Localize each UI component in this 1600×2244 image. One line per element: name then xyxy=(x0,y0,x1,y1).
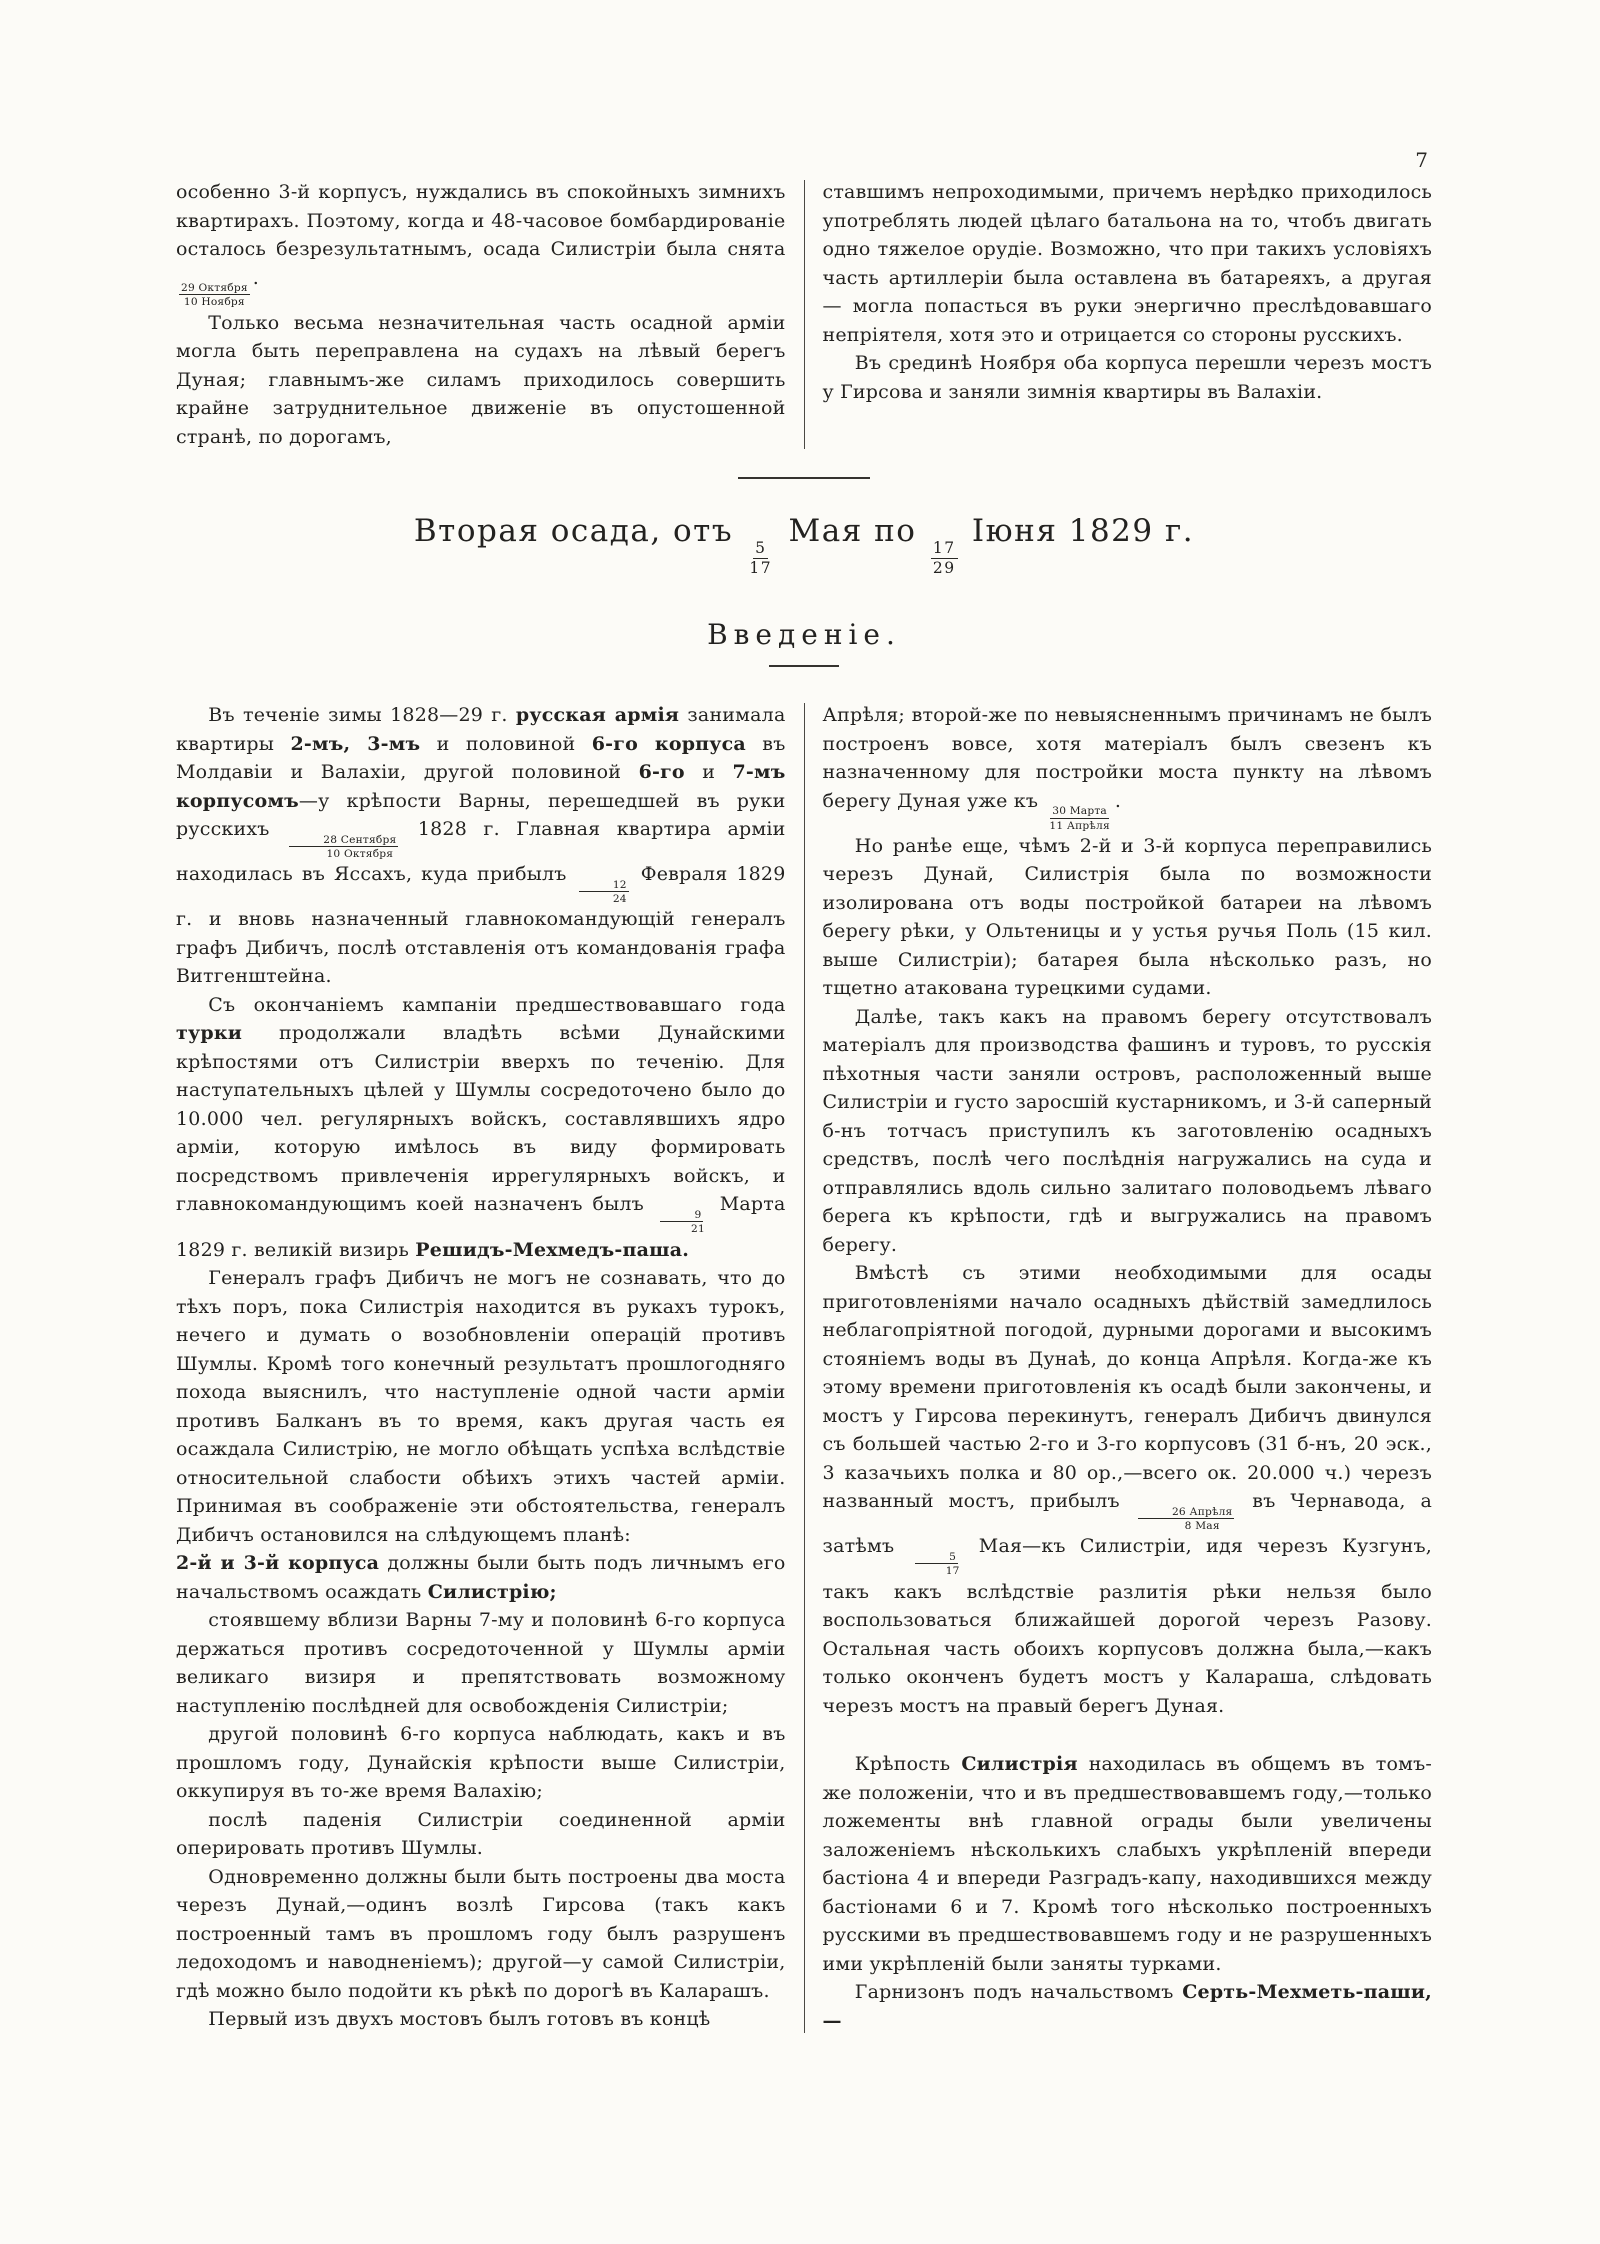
text-run: Іюня 1829 г. xyxy=(960,513,1195,550)
page-number: 7 xyxy=(1415,148,1428,172)
date-fraction xyxy=(747,539,774,579)
date-fraction xyxy=(657,1208,707,1236)
paragraph xyxy=(823,1003,1433,1260)
paragraph xyxy=(176,1549,786,1606)
paragraph xyxy=(176,1720,786,1806)
text-run: другой половинѣ 6-го корпуса наблюдать, какъ и въ прошломъ году, Дунайскія крѣпости выше Силистріи, оккупируя въ то-же время Валахію; xyxy=(176,1723,786,1802)
text-run: Въ теченіе зимы 1828—29 г. xyxy=(208,704,516,727)
text-run: Генералъ графъ Дибичъ не могъ не сознавать, что до тѣхъ поръ, пока Силистрія находится въ рукахъ турокъ, нечего и думать о возобновленіи операцій противъ Шумлы. Кромѣ того конечный результатъ прошлогодняго похода выяснилъ, что наступленіе одной части арміи противъ Балканъ въ то время, какъ другая часть ея осаждала Силистрію, не могло обѣщать успѣха вслѣдствіе относительной слабости обѣихъ этихъ частей арміи. Принимая въ соображеніе эти обстоятельства, генералъ Дибичъ остановился на слѣдующемъ планѣ: xyxy=(176,1267,786,1546)
chapter-heading xyxy=(176,513,1432,578)
paragraph xyxy=(176,1863,786,2006)
body-section xyxy=(176,701,1432,2035)
text-run: ставшимъ непроходимыми, причемъ нерѣдко приходилось употреблять людей цѣлаго батальона на то, чтобъ двигать одно тяжелое орудіе. Возможно, что при такихъ условіяхъ часть артиллеріи была оставлена въ батареяхъ, а другая — могла попасться въ руки энергично преслѣдовавшаго непріятеля, хотя это и отрицается со стороны русскихъ. xyxy=(822,181,1432,346)
text-run: стоявшему вблизи Варны 7-му и половинѣ 6-го корпуса держаться противъ сосредоточенной у Шумлы арміи великаго визиря и препятствовать возможному наступленію послѣдней для освобожденія Силистріи; xyxy=(176,1609,786,1717)
bold-run: Решидъ-Мехмедъ-паша. xyxy=(415,1238,690,1261)
text-run: Далѣе, такъ какъ на правомъ берегу отсутствовалъ матеріалъ для производства фашинъ и туровъ, то русскія пѣхотныя части заняли островъ, расположенный выше Силистріи и густо заросшій кустарникомъ, и 3-й саперный б-нъ тотчасъ приступилъ къ заготовленію осадныхъ средствъ, послѣ чего послѣднія нагружались на суда и отправлялись вдоль сильно залитаго половодьемъ лѣваго берега къ крѣпости, гдѣ и выгружались на правомъ берегу. xyxy=(822,1005,1432,1256)
date-fraction xyxy=(289,833,398,861)
subheading-rule xyxy=(769,665,839,667)
paragraph xyxy=(176,701,786,991)
paragraph xyxy=(176,1606,786,1720)
text-run: Одновременно должны были быть построены два моста черезъ Дунай,—одинъ возлѣ Гирсова (такъ какъ построенный тамъ въ прошломъ году былъ разрушенъ ледоходомъ и наводненіемъ); другой—у самой Силистріи, гдѣ можно было подойти къ рѣкѣ по дорогѣ въ Каларашъ. xyxy=(176,1865,786,2002)
bold-run: Силистрія xyxy=(961,1753,1078,1775)
paragraph xyxy=(823,178,1433,349)
text-run: Марта 1829 г. великій визирь xyxy=(176,1193,786,1261)
fraction-numerator: 5 xyxy=(753,539,768,559)
fraction-numerator: 12 xyxy=(579,878,629,892)
text-run: особенно 3-й корпусъ, нуждались въ спокойныхъ зимнихъ квартирахъ. Поэтому, когда и 48-часовое бомбардированіе осталось безрезультатнымъ, осада Силистріи была снята xyxy=(176,181,786,260)
text-run: и xyxy=(684,761,733,784)
intro-section xyxy=(176,178,1432,451)
fraction-denominator: 29 xyxy=(932,559,956,578)
text-run: Крѣпость xyxy=(854,1753,962,1775)
body-left-column xyxy=(176,701,786,2035)
text-run: Вмѣстѣ съ этими необходимыми для осады приготовленіями начало осадныхъ дѣйствій замедлилось неблагопріятной погодой, дурными дорогами и высокимъ стояніемъ воды въ Дунаѣ, до конца Апрѣля. Когда-же къ этому времени приготовленія къ осадѣ были закончены, и мостъ у Гирсова перекинутъ, генералъ Дибичъ двинулся съ большей частью 2-го и 3-го корпусовъ (31 б-нъ, 20 эск., 3 казачьихъ полка и 80 ор.,—всего ок. 20.000 ч.) черезъ названный мостъ, прибылъ xyxy=(822,1262,1432,1513)
fraction-numerator: 5 xyxy=(915,1550,958,1564)
paragraph xyxy=(823,1978,1433,2035)
date-fraction xyxy=(1138,1505,1235,1533)
text-run: . xyxy=(252,266,259,289)
bold-run: русская армія xyxy=(515,704,680,727)
text-run: продолжали владѣть всѣми Дунайскими крѣпостями отъ Силистріи вверхъ по теченію. Для наступательныхъ цѣлей у Шумлы сосредоточено было до 10.000 чел. регулярныхъ войскъ, составлявшихъ ядро арміи, которую имѣлось въ виду формировать посредствомъ привлеченія иррегулярныхъ войскъ, и главнокомандующимъ коей назначенъ былъ xyxy=(176,1022,786,1216)
bold-run: 7-мъ корпусомъ xyxy=(176,761,786,812)
fraction-denominator: 17 xyxy=(749,559,773,578)
text-run: въ Молдавіи и Валахіи, другой половиной xyxy=(176,732,786,784)
fraction-denominator: 10 Ноября xyxy=(183,295,245,309)
fraction-denominator: 21 xyxy=(691,1222,705,1236)
text-run: занимала квартиры xyxy=(176,704,786,755)
fraction-denominator: 11 Апрѣля xyxy=(1049,818,1110,832)
text-run: и половиной xyxy=(420,732,592,755)
body-right-column xyxy=(823,701,1433,2035)
fraction-numerator: 9 xyxy=(660,1208,703,1222)
paragraph xyxy=(176,1264,786,1549)
paragraph xyxy=(823,1750,1433,1978)
fraction-denominator: 24 xyxy=(612,892,627,906)
date-fraction xyxy=(579,878,629,906)
column-divider xyxy=(804,180,805,449)
text-run: Мая—къ Силистріи, идя черезъ Кузгунъ, такъ какъ вслѣдствіе разлитія рѣки нельзя было воспользоваться ближайшей дорогой черезъ Разову. Остальная часть обоихъ корпусовъ должна была,—какъ только оконченъ будетъ мостъ у Калараша, слѣдовать черезъ мостъ на правый берегъ Дуная. xyxy=(822,1535,1433,1717)
bold-run: турки xyxy=(176,1022,243,1045)
bold-run: Силистрію; xyxy=(427,1580,557,1603)
fraction-denominator: 17 xyxy=(945,1564,960,1578)
text-run: Первый изъ двухъ мостовъ былъ готовъ въ концѣ xyxy=(208,2008,711,2030)
fraction-numerator: 17 xyxy=(931,539,958,559)
date-fraction xyxy=(931,539,958,579)
text-run: Вторая осада, отъ xyxy=(413,513,745,550)
fraction-numerator: 30 Марта xyxy=(1052,804,1107,818)
fraction-numerator: 26 Апрѣля xyxy=(1138,1505,1235,1519)
fraction-numerator: 28 Сентября xyxy=(289,833,398,847)
page-content xyxy=(176,178,1432,2035)
paragraph xyxy=(823,349,1433,406)
bold-run: 6-го xyxy=(638,761,685,784)
text-run: —у крѣпости Варны, перешедшей въ руки русскихъ xyxy=(176,789,786,841)
text-run: Февраля 1829 г. и вновь назначенный главнокомандующій генералъ графъ Дибичъ, послѣ отставленія отъ командованія графа Витгенштейна. xyxy=(176,863,786,988)
paragraph xyxy=(176,1806,786,1863)
date-fraction xyxy=(1047,804,1112,832)
text-run: . xyxy=(1114,789,1122,812)
intro-left-column xyxy=(176,178,786,451)
text-run: Въ срединѣ Ноября оба корпуса перешли черезъ мостъ у Гирсова и заняли зимнія квартиры въ Валахіи. xyxy=(822,352,1432,403)
bold-run: 2-мъ, 3-мъ xyxy=(290,732,421,755)
intro-right-column xyxy=(823,178,1433,451)
bold-run: Серть-Мехметь-паши,— xyxy=(822,1981,1432,2032)
date-fraction xyxy=(911,1550,961,1578)
text-run: въ Чернавода, а затѣмъ xyxy=(822,1490,1432,1558)
paragraph xyxy=(176,178,786,309)
paragraph xyxy=(176,309,786,452)
paragraph xyxy=(176,991,786,1264)
text-run: Съ окончаніемъ кампаніи предшествовавшаго года xyxy=(208,993,786,1016)
section-rule xyxy=(738,477,870,479)
paragraph xyxy=(176,2005,786,2034)
bold-run: 2-й и 3-й корпуса xyxy=(176,1552,380,1574)
text-run: Апрѣля; второй-же по невыясненнымъ причинамъ не былъ построенъ вовсе, хотя матеріалъ былъ свезенъ къ назначенному для постройки моста пункту на лѣвомъ берегу Дуная уже къ xyxy=(822,704,1432,812)
text-run: 1828 г. Главная квартира арміи находилась въ Яссахъ, куда прибылъ xyxy=(176,818,786,886)
section-subheading: Введеніе. xyxy=(707,618,901,652)
fraction-denominator: 10 Октября xyxy=(326,847,394,861)
fraction-denominator: 8 Мая xyxy=(1184,1519,1220,1533)
date-fraction xyxy=(179,281,250,309)
text-run: Но ранѣе еще, чѣмъ 2-й и 3-й корпуса переправились черезъ Дунай, Силистрія была по возможности изолирована отъ воды постройкой батареи на лѣвомъ берегу рѣки, у Ольтеницы и у устья ручья Поль (15 кил. выше Силистріи); батарея была нѣсколько разъ, но тщетно атакована турецкими судами. xyxy=(822,834,1432,1000)
text-run: должны были быть подъ личнымъ его начальствомъ осаждать xyxy=(176,1552,786,1603)
fraction-numerator: 29 Октября xyxy=(181,280,248,294)
text-run: Мая по xyxy=(777,513,928,550)
text-run: Гарнизонъ подъ начальствомъ xyxy=(854,1981,1183,2003)
paragraph xyxy=(823,701,1433,832)
column-divider xyxy=(804,703,805,2033)
text-run: находилась въ общемъ въ томъ-же положеніи, что и въ предшествовавшемъ году,—только ложементы внѣ главной ограды были увеличены заложеніемъ нѣсколькихъ слабыхъ укрѣпленій впереди бастіона 4 и впереди Разградъ-капу, находившихся между бастіонами 6 и 7. Кромѣ того нѣсколько построенныхъ русскими въ предшествовавшемъ году и не разрушенныхъ ими укрѣпленій были заняты турками. xyxy=(822,1753,1432,1975)
bold-run: 6-го корпуса xyxy=(591,732,746,755)
paragraph xyxy=(823,832,1433,1003)
paragraph xyxy=(823,1259,1433,1720)
text-run: Только весьма незначительная часть осадной арміи могла быть переправлена на судахъ на лѣвый берегъ Дуная; главнымъ-же силамъ приходилось совершить крайне затруднительное движеніе въ опустошенной странѣ, по дорогамъ, xyxy=(176,311,786,448)
text-run: послѣ паденія Силистріи соединенной арміи оперировать противъ Шумлы. xyxy=(176,1808,786,1859)
